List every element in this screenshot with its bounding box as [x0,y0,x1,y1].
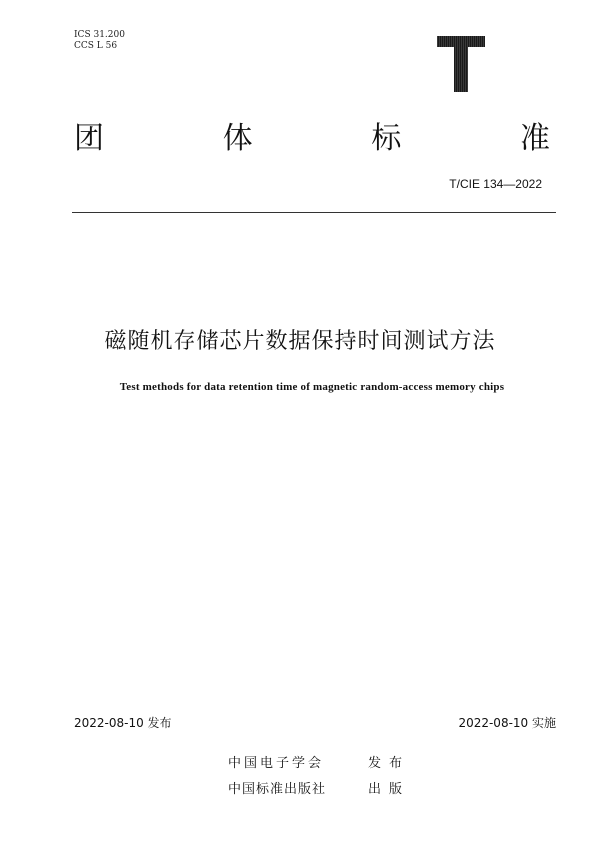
category-char-2: 体 [222,121,253,156]
ccs-code: CCS L 56 [74,41,118,51]
category-char-4: 准 [519,121,550,156]
ics-code: ICS 31.200 [74,30,125,40]
issuer-name: 中国电子学会 [228,756,325,771]
standard-number: T/CIE 134—2022 [449,177,542,191]
issue-date: 2022-08-10 发布 [74,716,172,730]
category-char-3: 标 [371,121,402,156]
document-title-chinese: 磁随机存储芯片数据保持时间测试方法 [104,329,496,354]
publisher-role: 出版 [368,782,411,797]
issuing-organization [228,752,410,771]
standard-type-logo [437,36,485,92]
publishing-house [228,778,410,797]
document-category-title [74,118,550,160]
date-row [74,714,556,731]
publisher-name: 中国标准出版社 [228,782,327,797]
document-title-english: Test methods for data retention time of magnetic random-access memory chips [119,381,505,393]
header-divider [72,212,556,213]
classification-codes [74,30,125,52]
implementation-date: 2022-08-10 实施 [458,716,556,730]
category-char-1: 团 [74,121,104,156]
issuer-role: 发布 [368,756,411,771]
